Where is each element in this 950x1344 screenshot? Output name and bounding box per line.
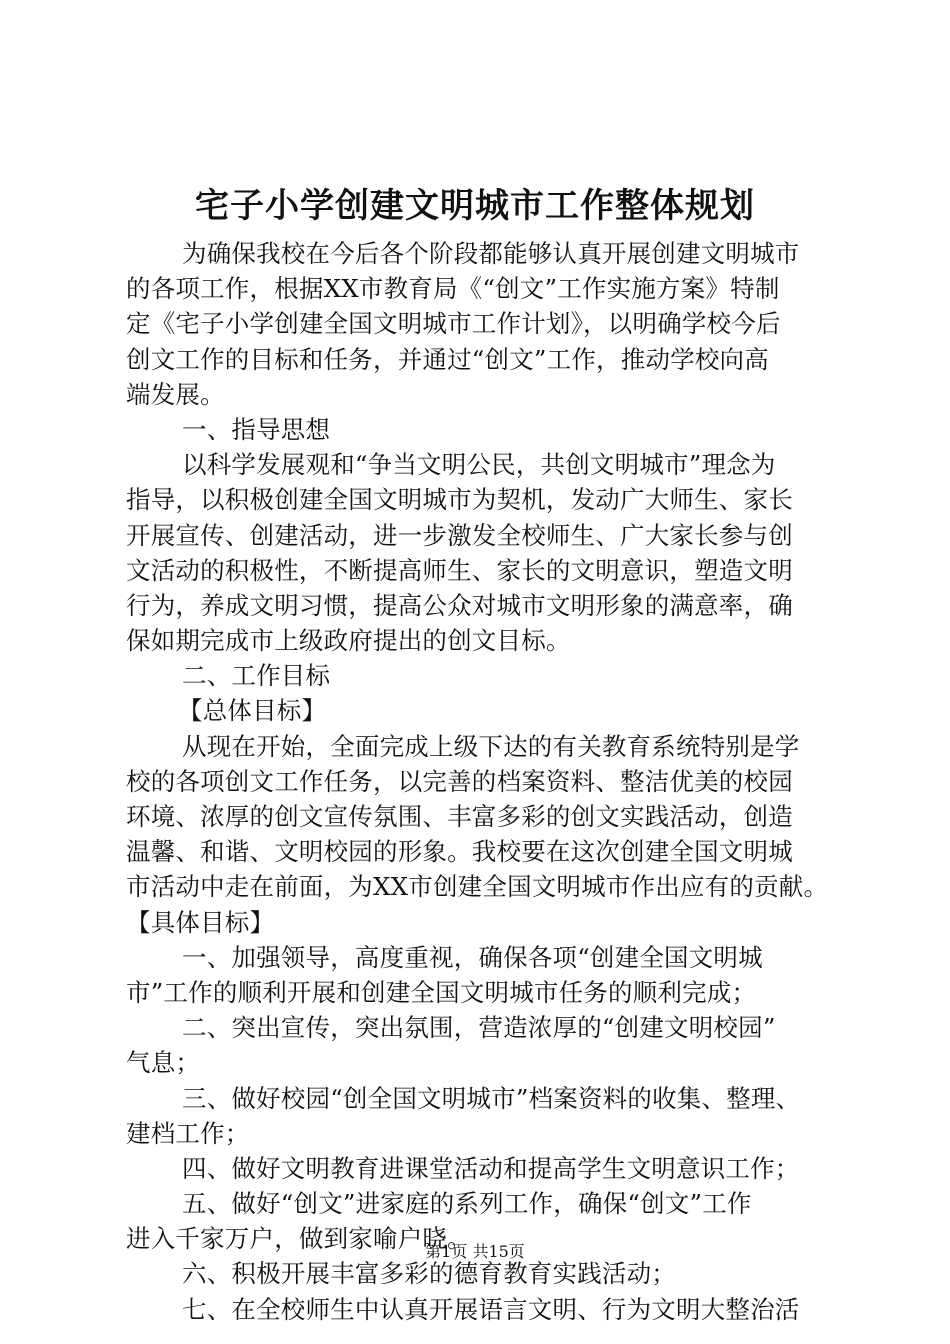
subsection-heading: 【具体目标】	[126, 907, 275, 937]
list-item: 四、做好文明教育进课堂活动和提高学生文明意识工作；	[182, 1153, 800, 1183]
section-heading: 一、指导思想	[182, 414, 331, 444]
document-title: 宅子小学创建文明城市工作整体规划	[195, 186, 755, 226]
text-line: 从现在开始，全面完成上级下达的有关教育系统特别是学	[182, 731, 800, 761]
text-line: 定《宅子小学创建全国文明城市工作计划》，以明确学校今后	[126, 309, 781, 339]
text-line: 市活动中走在前面，为XX市创建全国文明城市作出应有的贡献。	[126, 872, 829, 902]
text-line: 温馨、和谐、文明校园的形象。我校要在这次创建全国文明城	[126, 837, 793, 867]
text-line: 市”工作的顺利开展和创建全国文明城市任务的顺利完成；	[126, 977, 757, 1007]
text-line: 的各项工作，根据XX市教育局《“创文”工作实施方案》特制	[126, 274, 780, 304]
text-line: 保如期完成市上级政府提出的创文目标。	[126, 626, 571, 656]
list-item: 六、积极开展丰富多彩的德育教育实践活动；	[182, 1259, 676, 1289]
text-line: 创文工作的目标和任务，并通过“创文”工作，推动学校向高	[126, 344, 769, 374]
list-item: 三、做好校园“创全国文明城市”档案资料的收集、整理、	[182, 1083, 801, 1113]
list-item: 五、做好“创文”进家庭的系列工作，确保“创文”工作	[182, 1189, 752, 1219]
list-item: 一、加强领导，高度重视，确保各项“创建全国文明城	[182, 942, 763, 972]
subsection-heading: 【总体目标】	[178, 696, 327, 726]
text-line: 以科学发展观和“争当文明公民，共创文明城市”理念为	[182, 450, 776, 480]
text-line: 进入千家万户，做到家喻户晓。	[126, 1224, 472, 1254]
text-line: 气息；	[126, 1048, 201, 1078]
text-line: 环境、浓厚的创文宣传氛围、丰富多彩的创文实践活动，创造	[126, 802, 793, 831]
text-line: 为确保我校在今后各个阶段都能够认真开展创建文明城市	[182, 239, 800, 268]
text-line: 校的各项创文工作任务，以完善的档案资料、整洁优美的校园	[126, 766, 793, 796]
text-line: 指导，以积极创建全国文明城市为契机，发动广大师生、家长	[126, 485, 793, 515]
list-item: 二、突出宣传，突出氛围，营造浓厚的“创建文明校园”	[182, 1013, 776, 1043]
text-line: 开展宣传、创建活动，进一步激发全校师生、广大家长参与创	[126, 520, 793, 550]
text-line: 建档工作；	[126, 1118, 250, 1148]
page-number-label: 第1页 共15页	[425, 1242, 525, 1261]
document-body	[126, 236, 841, 1327]
section-heading: 二、工作目标	[182, 661, 331, 691]
text-line: 端发展。	[126, 379, 225, 409]
list-item: 七、在全校师生中认真开展语言文明、行为文明大整治活	[182, 1294, 800, 1324]
text-line: 行为，养成文明习惯，提高公众对城市文明形象的满意率，确	[126, 590, 793, 620]
page-footer	[0, 1240, 950, 1264]
text-line: 文活动的积极性，不断提高师生、家长的文明意识，塑造文明	[126, 555, 793, 585]
